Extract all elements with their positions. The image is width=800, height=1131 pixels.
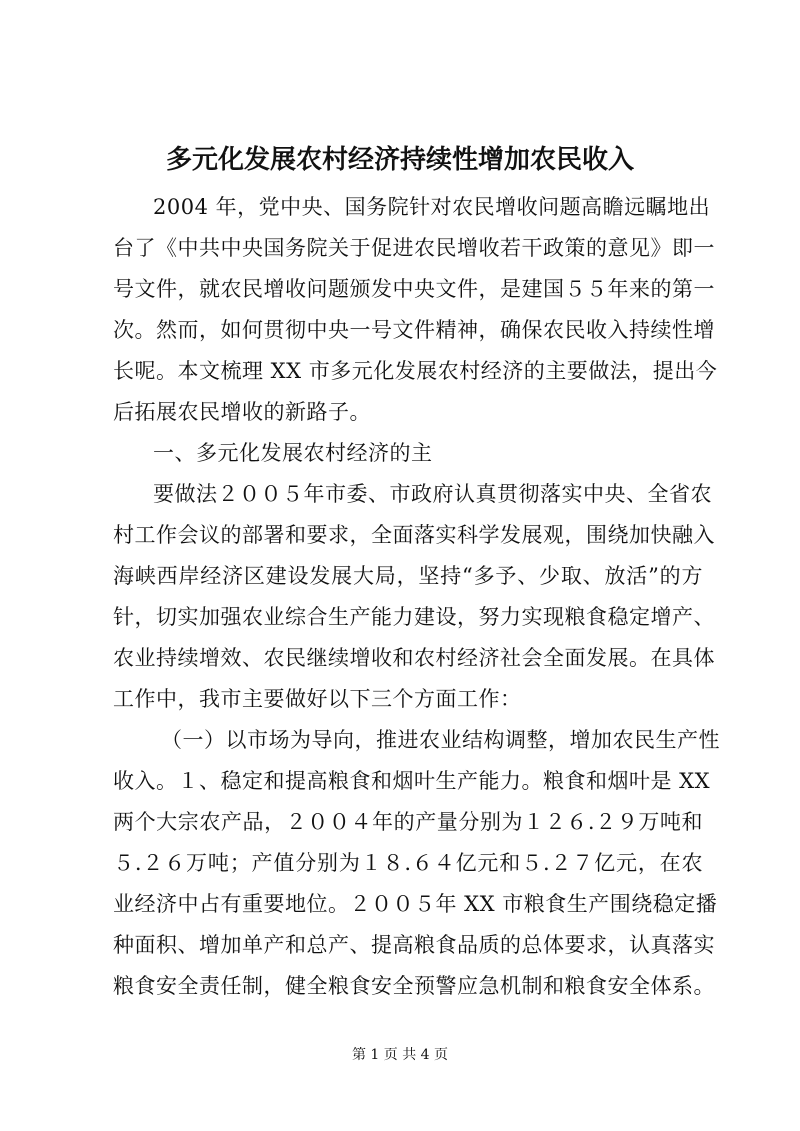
paragraph-line: 次。然而，如何贯彻中央一号文件精神，确保农民收入持续性增	[113, 318, 715, 342]
paragraph-line: 号文件，就农民增收问题颁发中央文件，是建国５５年来的第一	[113, 277, 715, 301]
paragraph-line: 海峡西岸经济区建设发展大局，坚持“多予、少取、放活”的方	[113, 564, 703, 588]
paragraph-line: ５.２６万吨；产值分别为１８.６４亿元和５.２７亿元，在农	[113, 851, 703, 875]
page-number-footer: 第 1 页 共 4 页	[351, 1047, 449, 1063]
paragraph-line: 粮食安全责任制，健全粮食安全预警应急机制和粮食安全体系。	[113, 974, 715, 998]
paragraph-line: 农业持续增效、农民继续增收和农村经济社会全面发展。在具体	[113, 646, 715, 670]
paragraph-line: 2004 年，党中央、国务院针对农民增收问题高瞻远瞩地出	[153, 195, 711, 219]
paragraph-line: 两个大宗农产品，２００４年的产量分别为１２６.２９万吨和	[113, 810, 703, 834]
paragraph-line: 收入。１、稳定和提高粮食和烟叶生产能力。粮食和烟叶是 XX	[113, 769, 711, 793]
paragraph-line: 长呢。本文梳理 XX 市多元化发展农村经济的主要做法，提出今	[113, 359, 718, 383]
paragraph-line: 后拓展农民增收的新路子。	[113, 400, 371, 424]
paragraph-line: （一）以市场为导向，推进农业结构调整，增加农民生产性	[161, 728, 720, 752]
paragraph-line: 针，切实加强农业综合生产能力建设，努力实现粮食稳定增产、	[113, 605, 715, 629]
paragraph-line: 台了《中共中央国务院关于促进农民增收若干政策的意见》即一	[113, 236, 715, 260]
paragraph-line: 种面积、增加单产和总产、提高粮食品质的总体要求，认真落实	[113, 933, 715, 957]
paragraph-line: 村工作会议的部署和要求，全面落实科学发展观，围绕加快融入	[113, 523, 715, 547]
paragraph-line: 要做法２００５年市委、市政府认真贯彻落实中央、全省农	[153, 482, 712, 506]
section-heading: 一、多元化发展农村经济的主	[153, 441, 433, 465]
paragraph-line: 工作中，我市主要做好以下三个方面工作：	[113, 687, 522, 711]
document-title: 多元化发展农村经济持续性增加农民收入	[165, 145, 634, 175]
paragraph-line: 业经济中占有重要地位。２００５年 XX 市粮食生产围绕稳定播	[113, 892, 718, 916]
